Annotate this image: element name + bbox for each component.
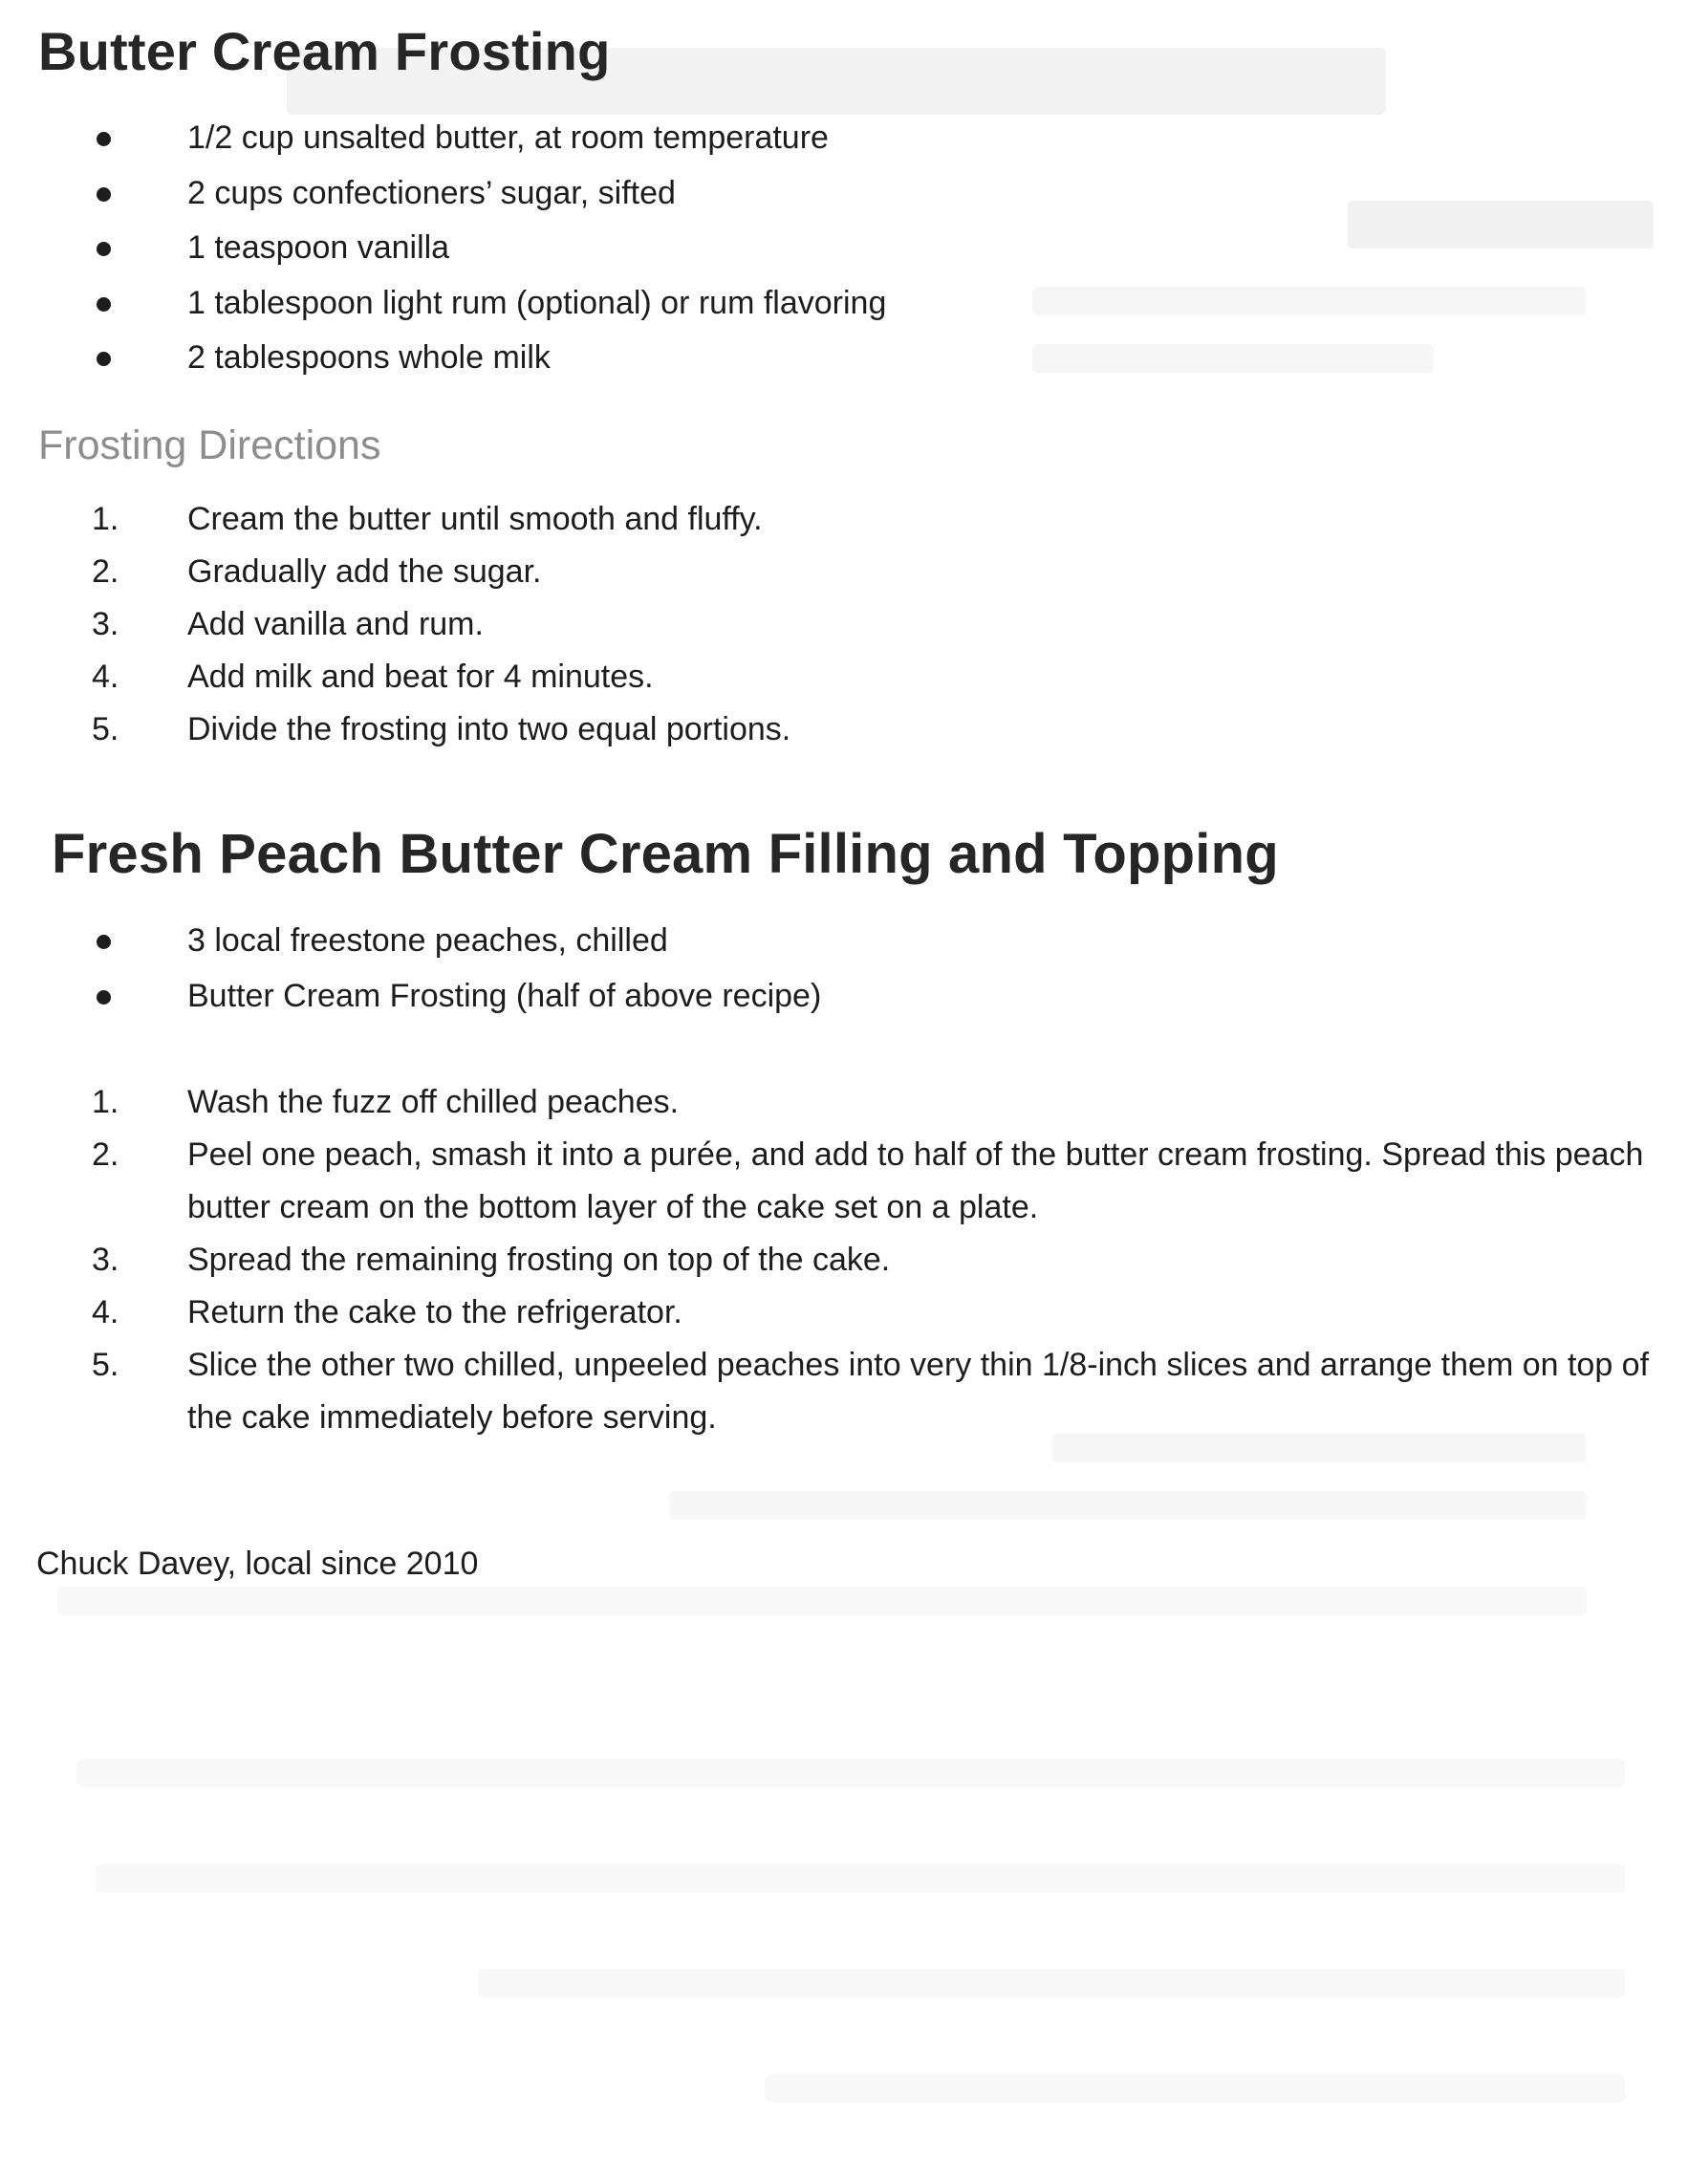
list-item: 3. Spread the remaining frosting on top of the cake. <box>92 1242 891 1278</box>
list-item: 3. Add vanilla and rum. <box>92 606 484 642</box>
bleed-through-block-4 <box>669 1491 1587 1520</box>
list-item: 1. Wash the fuzz off chilled peaches. <box>92 1084 680 1120</box>
list-item: 4. Return the cake to the refrigerator. <box>92 1294 682 1330</box>
list-item: Butter Cream Frosting (half of above recipe) <box>38 969 821 1025</box>
list-item: 2 tablespoons whole milk <box>38 331 886 386</box>
list-item: 1. Cream the butter until smooth and fluffy. <box>92 501 763 537</box>
list-item: 4. Add milk and beat for 4 minutes. <box>92 659 654 695</box>
list-item: 5. Slice the other two chilled, unpeeled peaches into very thin 1/8-inch slices and arrange them on top of the cake immediately before serving. <box>92 1347 1650 1436</box>
frosting-directions-title: Frosting Directions <box>38 422 381 468</box>
bullet-icon <box>97 187 111 202</box>
frosting-directions-list <box>38 493 790 756</box>
bullet-icon <box>97 132 111 146</box>
list-item: 2. Peel one peach, smash it into a purée, and add to half of the butter cream frosting. Spread this peach butter cream on the bottom layer of the cake set on a plate. <box>92 1136 1644 1225</box>
bullet-icon <box>97 352 111 366</box>
list-item: 1/2 cup unsalted butter, at room temperature <box>38 111 886 166</box>
bleed-through-block-1 <box>1032 287 1587 315</box>
list-item: 1 tablespoon light rum (optional) or rum flavoring <box>38 276 886 332</box>
list-item: 5. Divide the frosting into two equal portions. <box>92 711 791 747</box>
bullet-icon <box>97 990 111 1005</box>
bullet-icon <box>97 935 111 949</box>
bullet-icon <box>97 242 111 256</box>
bullet-icon <box>97 297 111 312</box>
peach-filling-title: Fresh Peach Butter Cream Filling and Topping <box>52 823 1279 885</box>
peach-directions-list <box>38 1076 1678 1444</box>
butter-cream-ingredient-list <box>38 111 886 386</box>
bleed-through-block-6 <box>76 1759 1625 1787</box>
bleed-through-block-8 <box>478 1969 1625 1998</box>
bleed-through-block-7 <box>96 1864 1625 1892</box>
list-item: 2. Gradually add the sugar. <box>92 553 542 590</box>
list-item: 1 teaspoon vanilla <box>38 221 886 276</box>
list-item: 2 cups confectioners’ sugar, sifted <box>38 166 886 222</box>
butter-cream-title: Butter Cream Frosting <box>38 21 611 81</box>
peach-ingredient-list <box>38 914 821 1024</box>
bleed-through-block-5 <box>57 1587 1587 1615</box>
bleed-through-block-9 <box>765 2074 1625 2103</box>
bleed-through-heading <box>1348 201 1654 249</box>
bleed-through-block-2 <box>1032 344 1434 373</box>
list-item: 3 local freestone peaches, chilled <box>38 914 821 969</box>
author-signature: Chuck Davey, local since 2010 <box>36 1546 479 1582</box>
